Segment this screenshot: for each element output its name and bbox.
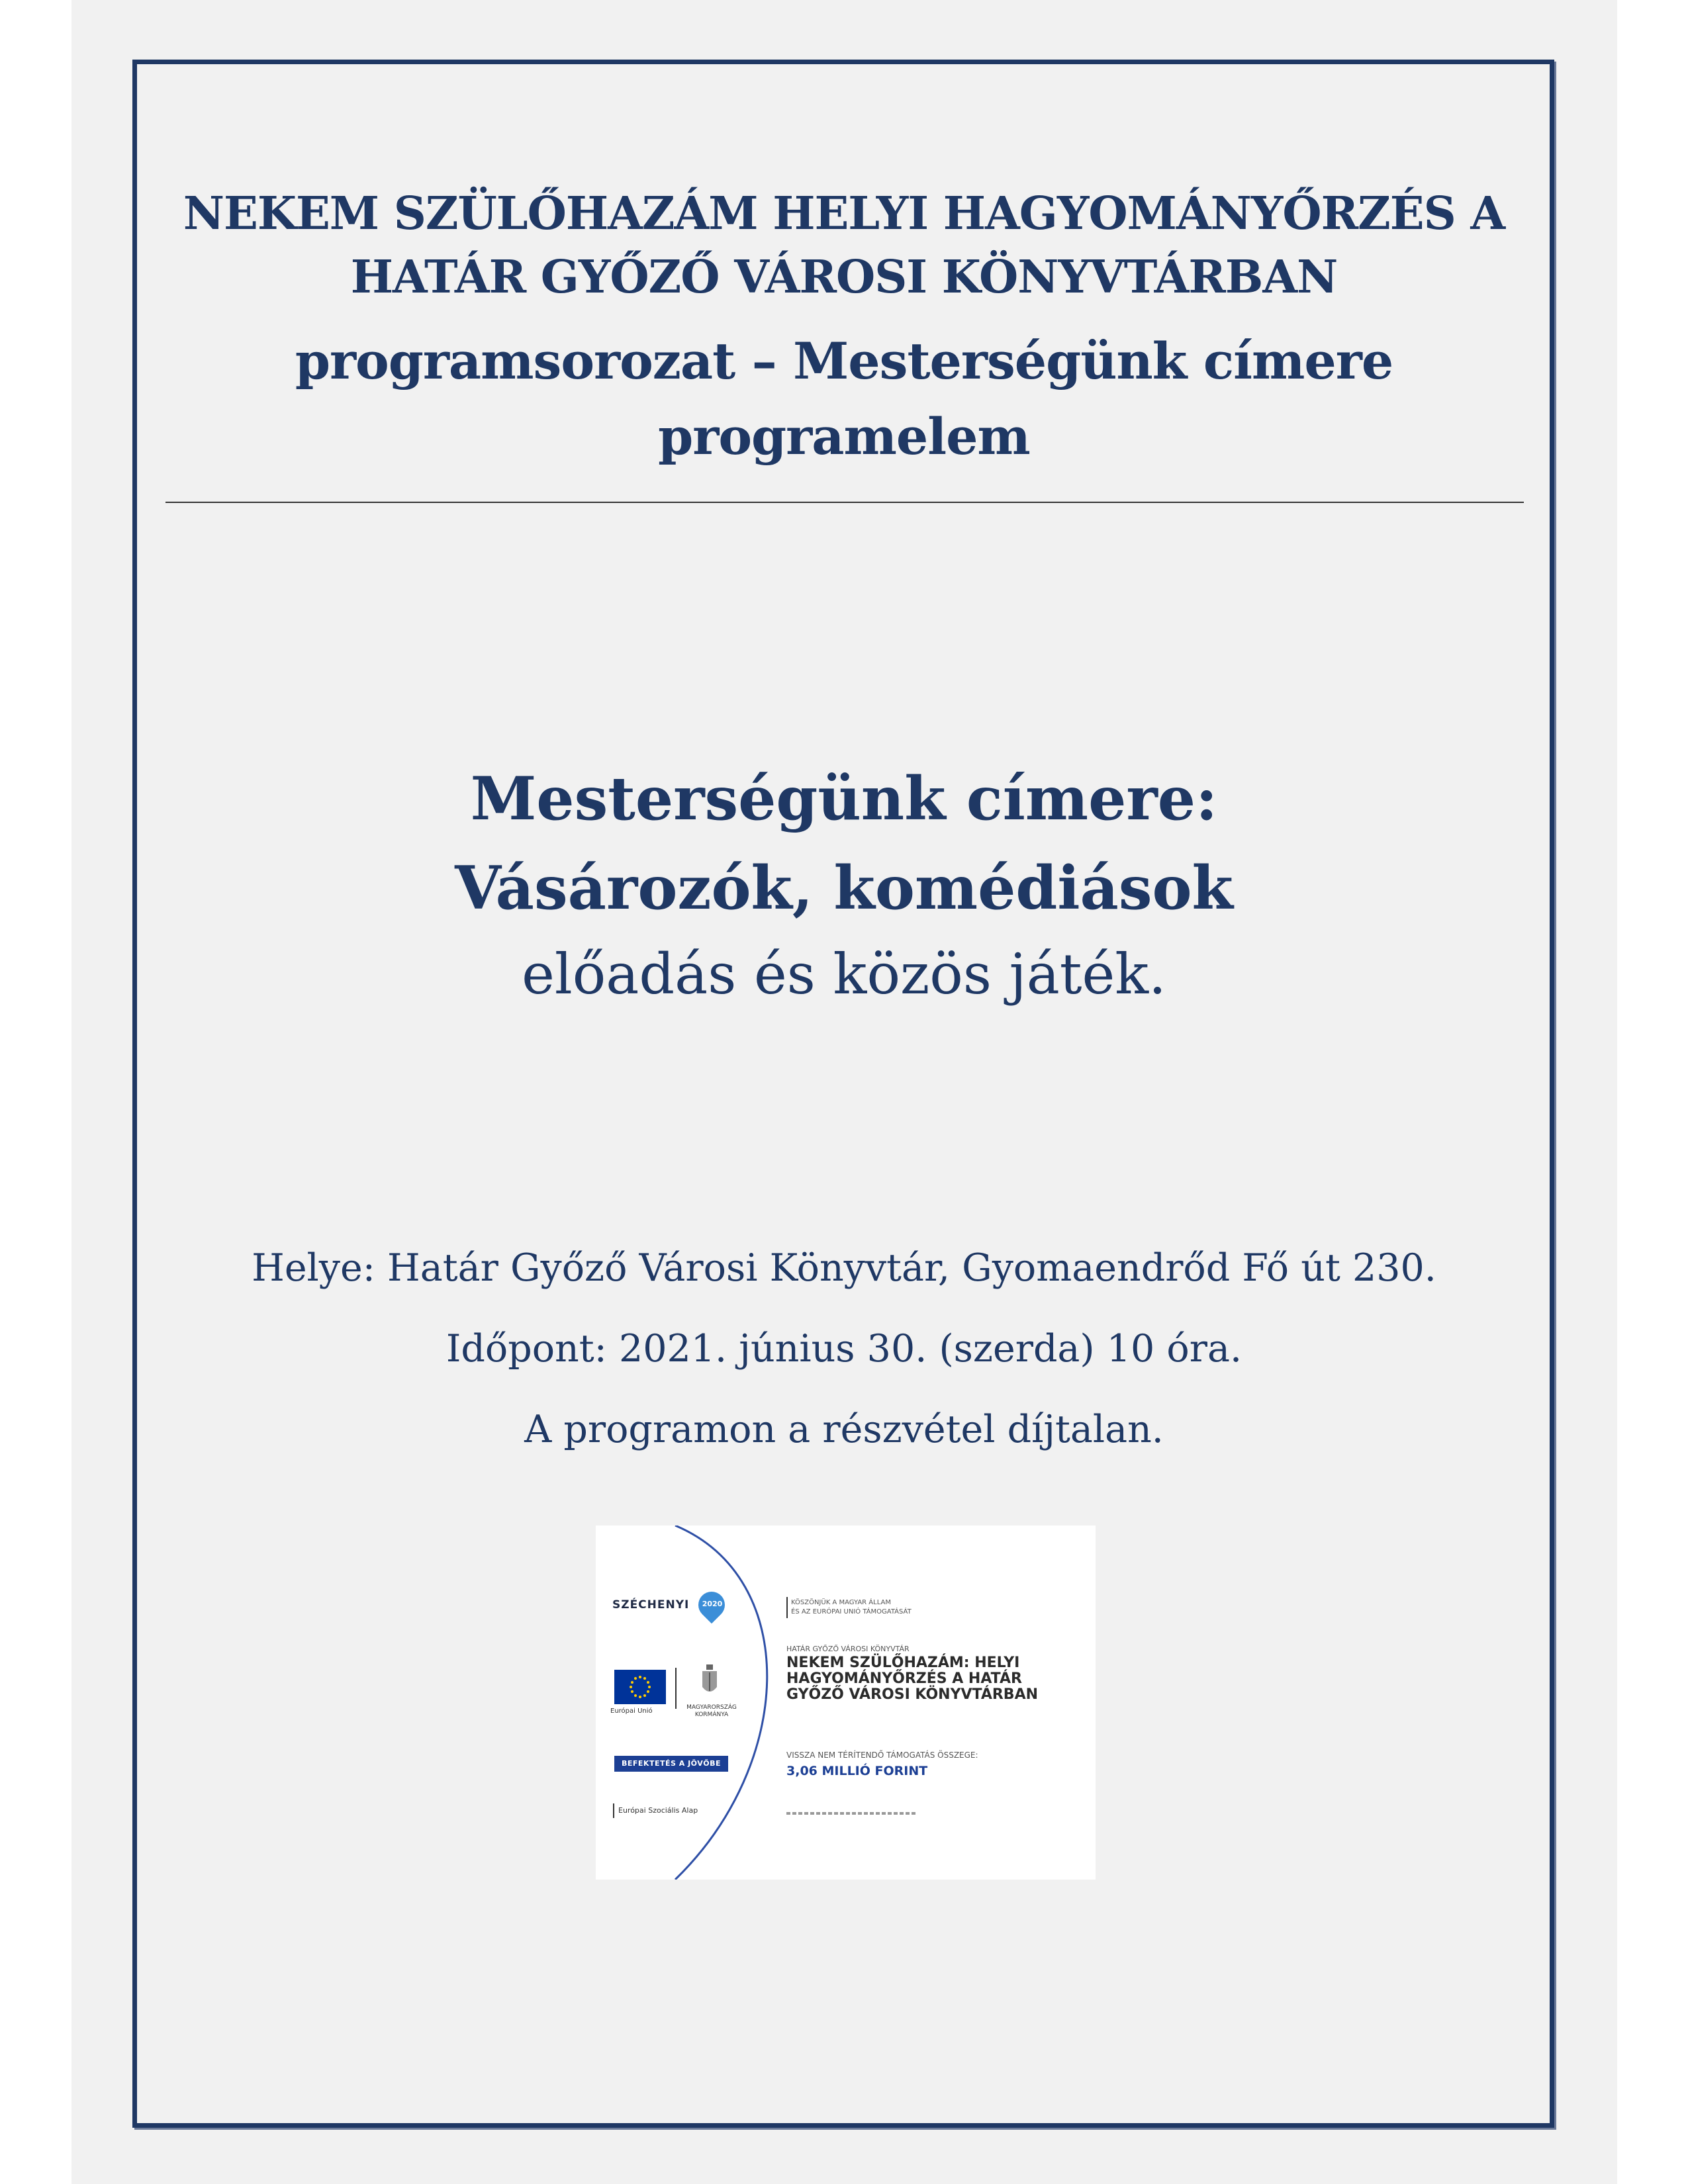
program-title: NEKEM SZÜLŐHAZÁM HELYI HAGYOMÁNYŐRZÉS A HATÁR GYŐZŐ VÁROSI KÖNYVTÁRBAN bbox=[183, 187, 1505, 304]
event-title: Mesterségünk címere: Vásározók, komédiások bbox=[455, 764, 1233, 923]
fund-divider bbox=[613, 1803, 614, 1818]
amount-label: VISSZA NEM TÉRÍTENDŐ TÁMOGATÁS ÖSSZEGE: bbox=[786, 1751, 978, 1760]
library-name: HATÁR GYŐZŐ VÁROSI KÖNYVTÁR bbox=[786, 1645, 910, 1653]
support-text: KÖSZÖNJÜK A MAGYAR ÁLLAM ÉS AZ EURÓPAI UNIÓ TÁMOGATÁSÁT bbox=[791, 1599, 912, 1615]
hungarian-crest-icon bbox=[700, 1664, 719, 1699]
fine-print bbox=[786, 1812, 915, 1815]
szechenyi-funding-logo bbox=[596, 1525, 1096, 1880]
event-location: Helye: Határ Győző Városi Könyvtár, Gyomaendrőd Fő út 230. bbox=[252, 1246, 1436, 1290]
event-fee: A programon a részvétel díjtalan. bbox=[524, 1408, 1164, 1451]
logo-divider bbox=[675, 1668, 677, 1709]
szechenyi-year: 2020 bbox=[702, 1600, 723, 1608]
szechenyi-brand: SZÉCHENYI bbox=[612, 1598, 690, 1612]
fund-label: Európai Szociális Alap bbox=[618, 1806, 698, 1815]
event-title-block bbox=[165, 754, 1523, 1016]
program-subtitle: programsorozat – Mesterségünk címere programelem bbox=[295, 332, 1393, 466]
event-time: Időpont: 2021. június 30. (szerda) 10 óra. bbox=[445, 1327, 1243, 1371]
eu-label: Európai Unió bbox=[610, 1707, 653, 1715]
event-info bbox=[165, 1228, 1523, 1470]
government-label: MAGYARORSZÁG KORMÁNYA bbox=[686, 1704, 737, 1718]
header-divider bbox=[165, 502, 1524, 503]
invest-future-badge: BEFEKTETÉS A JÖVŐBE bbox=[614, 1756, 728, 1772]
amount-value: 3,06 MILLIÓ FORINT bbox=[786, 1764, 928, 1778]
event-subtitle: előadás és közös játék. bbox=[522, 942, 1166, 1007]
header bbox=[165, 182, 1523, 475]
support-divider bbox=[786, 1597, 788, 1618]
project-title: NEKEM SZÜLŐHAZÁM: HELYI HAGYOMÁNYŐRZÉS A HATÁR GYŐZŐ VÁROSI KÖNYVTÁRBAN bbox=[786, 1655, 1039, 1703]
eu-flag-icon bbox=[614, 1670, 666, 1704]
